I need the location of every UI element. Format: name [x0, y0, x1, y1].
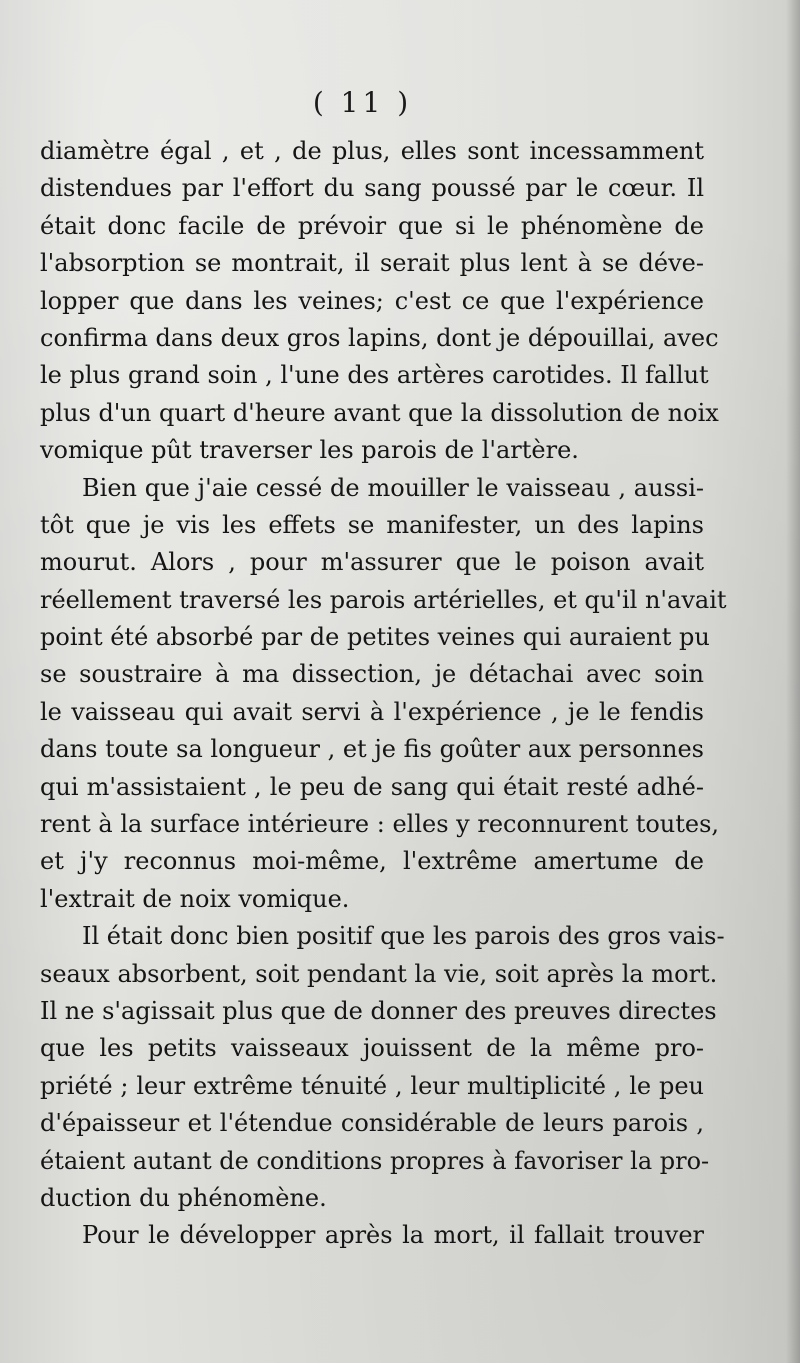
text-line: l'absorption se montrait, il serait plus lent à se déve-: [40, 249, 704, 278]
text-line: était donc facile de prévoir que si le phénomène de: [40, 211, 704, 240]
text-line: confirma dans deux gros lapins, dont je dépouillai, avec: [40, 323, 719, 352]
text-line: vomique pût traverser les parois de l'artère.: [40, 436, 579, 465]
text-line: lopper que dans les veines; c'est ce que l'expérience: [40, 286, 704, 315]
text-line: distendues par l'effort du sang poussé par le cœur. Il: [40, 174, 704, 203]
page-edge-shadow: [786, 0, 800, 1363]
text-line: Il ne s'agissait plus que de donner des preuves directes: [40, 996, 717, 1025]
text-line: Pour le développer après la mort, il fallait trouver: [82, 1221, 704, 1250]
text-line: rent à la surface intérieure : elles y reconnurent toutes,: [40, 810, 720, 839]
text-line: tôt que je vis les effets se manifester, un des lapins: [40, 510, 704, 539]
page-number: ( 11 ): [312, 86, 413, 119]
text-line: Bien que j'aie cessé de mouiller le vaisseau , aussi-: [82, 473, 704, 502]
text-line: mourut. Alors , pour m'assurer que le poison avait: [40, 548, 704, 577]
text-line: dans toute sa longueur , et je fis goûter aux personnes: [40, 735, 704, 764]
text-line: le vaisseau qui avait servi à l'expérience , je le fendis: [40, 697, 704, 726]
text-line: seaux absorbent, soit pendant la vie, soit après la mort.: [40, 959, 718, 988]
text-line: d'épaisseur et l'étendue considérable de leurs parois ,: [40, 1109, 704, 1138]
text-line: qui m'assistaient , le peu de sang qui était resté adhé-: [40, 772, 704, 801]
text-line: Il était donc bien positif que les parois des gros vais-: [82, 922, 725, 951]
text-line: priété ; leur extrême ténuité , leur multiplicité , le peu: [40, 1071, 704, 1100]
text-line: diamètre égal , et , de plus, elles sont incessamment: [40, 137, 704, 165]
text-line: réellement traversé les parois artérielles, et qu'il n'avait: [40, 585, 727, 614]
text-line: le plus grand soin , l'une des artères carotides. Il fallut: [40, 361, 709, 390]
body-text: [40, 133, 727, 1255]
text-line: que les petits vaisseaux jouissent de la même pro-: [40, 1034, 704, 1063]
text-line: se soustraire à ma dissection, je détachai avec soin: [40, 660, 704, 689]
text-line: plus d'un quart d'heure avant que la dissolution de noix: [40, 398, 719, 427]
text-line: étaient autant de conditions propres à favoriser la pro-: [40, 1146, 710, 1175]
text-line: et j'y reconnus moi-même, l'extrême amertume de: [40, 847, 704, 876]
text-line: duction du phénomène.: [40, 1183, 327, 1212]
text-line: point été absorbé par de petites veines qui auraient pu: [40, 623, 710, 652]
text-line: l'extrait de noix vomique.: [40, 884, 350, 913]
